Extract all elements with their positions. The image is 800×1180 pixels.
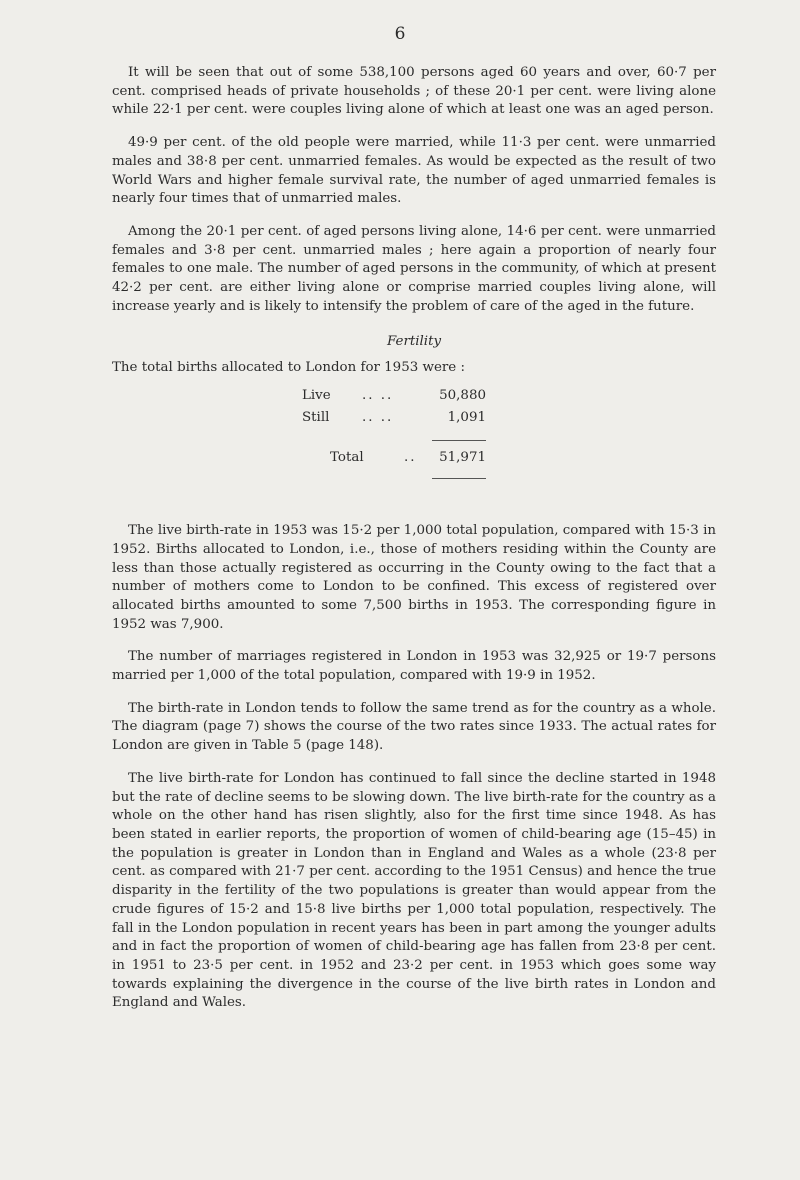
row-value: 1,091 bbox=[447, 410, 486, 426]
table-row-still bbox=[112, 410, 716, 429]
total-leader-dots: .. bbox=[404, 450, 417, 466]
row-value: 50,880 bbox=[439, 388, 486, 404]
births-table bbox=[112, 382, 716, 498]
total-value: 51,971 bbox=[439, 450, 486, 466]
paragraph-marital-status: 49·9 per cent. of the old people were married, while 11·3 per cent. were unmarried males and 38·8 per cent. unmarried females. As would be expected as the result of two World Wars and higher female survival rate, the number of aged unmarried females is nearly four times that of unmarried males. bbox=[112, 135, 716, 207]
row-leader-dots: .. .. bbox=[362, 410, 394, 426]
paragraph-living-alone: Among the 20·1 per cent. of aged persons living alone, 14·6 per cent. were unmarried females and 3·8 per cent. unmarried males ; here again a proportion of nearly four females to one male. The number of aged persons in the community, of which at present 42·2 per cent. are either living alone or comprise married couples living alone, will increase yearly and is likely to intensify the problem of care of the aged in the future. bbox=[112, 223, 716, 314]
body-text bbox=[112, 64, 716, 1027]
paragraph-trend: The birth-rate in London tends to follow the same trend as for the country as a whole. The diagram (page 7) shows the course of the two rates since 1933. The actual rates for London are given in Table 5 (page 148). bbox=[112, 700, 716, 754]
row-label: Live bbox=[302, 388, 331, 404]
paragraph-birth-rate: The live birth-rate in 1953 was 15·2 per 1,000 total population, compared with 15·3 in 1952. Births allocated to London, i.e., those of mothers residing within the County are less than those actually registered as occurring in the County owing to the fact that a number of mothers come to London to be confined. This excess of registered over allocated births amounted to some 7,500 births in 1953. The corresponding figure in 1952 was 7,900. bbox=[112, 523, 716, 632]
total-label: Total bbox=[330, 450, 364, 466]
table-row-live bbox=[112, 388, 716, 407]
row-label: Still bbox=[302, 410, 330, 426]
total-rule-top bbox=[432, 440, 486, 441]
paragraph-households: It will be seen that out of some 538,100 persons aged 60 years and over, 60·7 per cent. comprised heads of private households ; of these 20·1 per cent. were living alone while 22·1 per cent. were couples living alone of which at least one was an aged person. bbox=[112, 65, 716, 118]
paragraph-marriages: The number of marriages registered in London in 1953 was 32,925 or 19·7 persons married per 1,000 of the total population, compared with 19·9 in 1952. bbox=[112, 649, 716, 684]
fertility-intro: The total births allocated to London for 1953 were : bbox=[112, 360, 465, 376]
section-heading-fertility: Fertility bbox=[386, 334, 442, 350]
page-number: 6 bbox=[394, 24, 406, 44]
table-row-total bbox=[112, 450, 716, 469]
total-rule-bottom bbox=[432, 478, 486, 479]
paragraph-decline: The live birth-rate for London has continued to fall since the decline started in 1948 but the rate of decline seems to be slowing down. The live birth-rate for the country as a whole on the other hand has risen slightly, also for the first time since 1948. As has been stated in earlier reports, the proportion of women of child-bearing age (15–45) in the population is greater in London than in England and Wales as a whole (23·8 per cent. as compared with 21·7 per cent. according to the 1951 Census) and hence the true disparity in the fertility of the two populations is greater than would appear from the crude figures of 15·2 and 15·8 live births per 1,000 total population, respectively. The fall in the London population in recent years has been in part among the younger adults and in fact the proportion of women of child-bearing age has fallen from 23·8 per cent. in 1951 to 23·5 per cent. in 1952 and 23·2 per cent. in 1953 which goes some way towards explaining the divergence in the course of the live birth rates in London and England and Wales. bbox=[112, 770, 716, 1011]
row-leader-dots: .. .. bbox=[362, 388, 394, 404]
